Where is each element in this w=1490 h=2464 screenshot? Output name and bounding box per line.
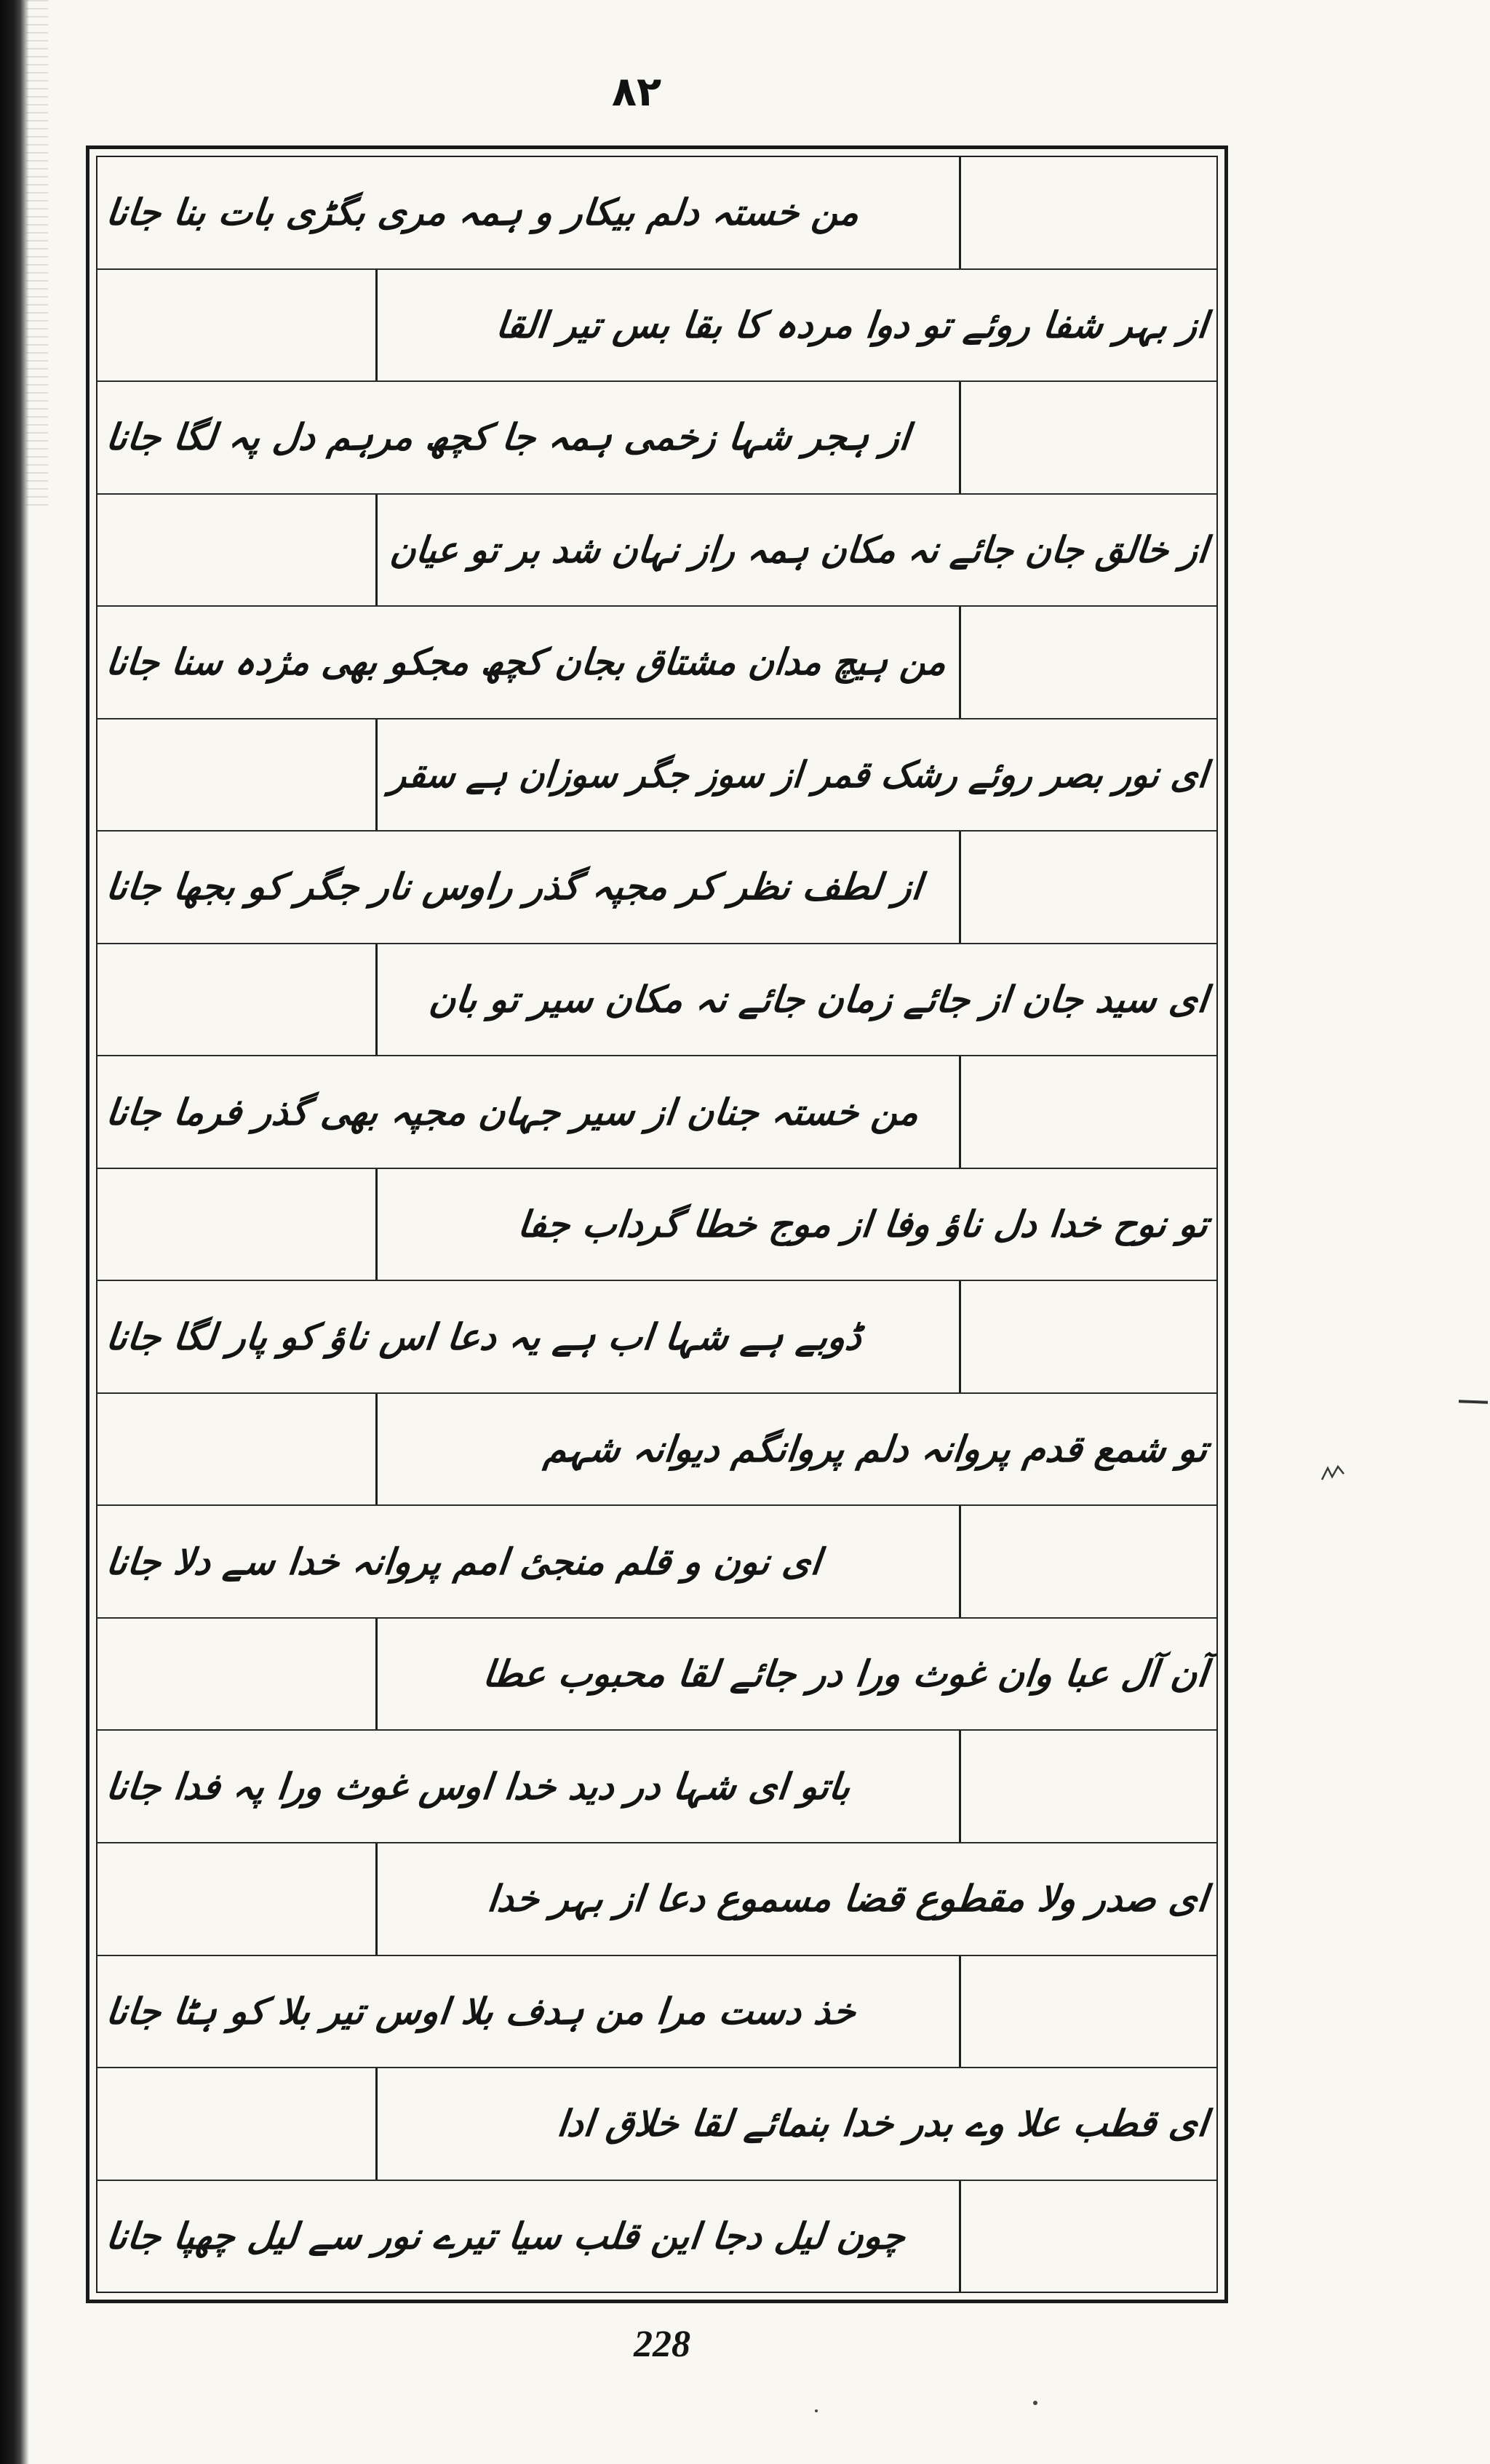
verse-cell	[378, 1169, 1217, 1280]
binding-shadow-texture	[26, 0, 48, 509]
blank-cell	[97, 1843, 378, 1955]
verse-cell	[378, 1619, 1217, 1730]
blank-cell	[97, 1394, 378, 1505]
verse-row	[97, 1506, 1216, 1619]
verse-text: از بہر شفا روئے تو دوا مردہ کا بقا بس تیر القا	[494, 303, 1211, 346]
verse-cell	[378, 719, 1217, 831]
blank-cell	[97, 1619, 378, 1730]
verse-cell	[97, 1506, 959, 1617]
verse-text: ای سید جان از جائے زمان جائے نہ مکان سیر تو بان	[426, 978, 1211, 1021]
verse-row	[97, 1394, 1216, 1507]
verse-row	[97, 607, 1216, 719]
ink-speck	[1033, 2401, 1037, 2405]
verse-cell	[97, 1956, 959, 2068]
verse-cell	[97, 1281, 959, 1392]
verse-row	[97, 1169, 1216, 1282]
verse-text: باتو ای شہا در دید خدا اوس غوث ورا پہ فدا جانا	[103, 1765, 853, 1808]
verse-cell	[97, 2181, 959, 2292]
blank-cell	[959, 1731, 1216, 1842]
verse-cell	[378, 1394, 1217, 1505]
verse-cell	[97, 832, 959, 943]
verse-cell	[97, 1731, 959, 1842]
blank-cell	[959, 1281, 1216, 1392]
verse-cell	[97, 1056, 959, 1168]
verse-text: من خستہ جنان از سیر جہان مجپہ بھی گذر فرما جانا	[103, 1091, 921, 1133]
verse-row	[97, 270, 1216, 383]
verse-text: تو نوح خدا دل ناؤ وفا از موج خطا گرداب جفا	[515, 1203, 1211, 1246]
verse-text: از لطف نظر کر مجپہ گذر راوس نار جگر کو بجھا جانا	[103, 866, 925, 909]
verse-row	[97, 1956, 1216, 2069]
verse-text: ڈوبے ہے شہا اب ہے یہ دعا اس ناؤ کو پار لگا جانا	[103, 1315, 864, 1358]
margin-ink-mark	[1459, 1400, 1488, 1403]
verse-row	[97, 719, 1216, 832]
blank-cell	[97, 2068, 378, 2180]
verse-table	[97, 157, 1216, 2292]
page-number-urdu: ۸۲	[611, 68, 662, 116]
verse-row	[97, 1619, 1216, 1731]
verse-text: من خستہ دلم بیکار و ہمہ مری بگڑی بات بنا جانا	[103, 191, 861, 234]
blank-cell	[959, 1506, 1216, 1617]
verse-cell	[97, 382, 959, 493]
verse-row	[97, 1281, 1216, 1394]
blank-cell	[959, 2181, 1216, 2292]
verse-cell	[378, 495, 1217, 606]
verse-row	[97, 1731, 1216, 1843]
margin-ink-scribble	[1320, 1464, 1345, 1483]
verse-text: ای صدر ولا مقطوع قضا مسموع دعا از بہر خدا	[485, 1878, 1211, 1921]
verse-cell	[97, 157, 959, 268]
verse-row	[97, 944, 1216, 1057]
verse-text: ای قطب علا وے بدر خدا بنمائے لقا خلاق ادا	[555, 2102, 1211, 2145]
blank-cell	[959, 1056, 1216, 1168]
verse-text: ای نور بصر روئے رشک قمر از سوز جگر سوزان ہے سقر	[388, 753, 1211, 796]
verse-row	[97, 1056, 1216, 1169]
verse-row	[97, 832, 1216, 944]
blank-cell	[959, 1956, 1216, 2068]
verse-cell	[378, 944, 1217, 1056]
ink-speck	[815, 2409, 818, 2412]
blank-cell	[959, 832, 1216, 943]
verse-text: آن آل عبا وان غوث ورا در جائے لقا محبوب عطا	[481, 1653, 1211, 1696]
verse-text: از ہجر شہا زخمی ہمہ جا کچھ مرہم دل پہ لگا جانا	[103, 416, 912, 459]
verse-cell	[378, 270, 1217, 381]
blank-cell	[97, 495, 378, 606]
verse-text: ای نون و قلم منجیٔ امم پروانہ خدا سے دلا جانا	[103, 1540, 824, 1583]
verse-cell	[378, 2068, 1217, 2180]
blank-cell	[97, 1169, 378, 1280]
blank-cell	[97, 270, 378, 381]
verse-cell	[97, 607, 959, 718]
verse-text: تو شمع قدم پروانہ دلم پروانگم دیوانہ شہم	[542, 1428, 1211, 1471]
verse-row	[97, 495, 1216, 607]
verse-row	[97, 2181, 1216, 2292]
verse-row	[97, 1843, 1216, 1956]
verse-text: خذ دست مرا من ہدف بلا اوس تیر بلا کو ہٹا جانا	[103, 1990, 858, 2033]
verse-text: من ہیچ مدان مشتاق بجان کچھ مجکو بھی مژدہ سنا جانا	[103, 641, 949, 684]
verse-row	[97, 2068, 1216, 2181]
verse-row	[97, 382, 1216, 495]
book-binding-edge	[0, 0, 29, 2464]
verse-row	[97, 157, 1216, 270]
verse-text: از خالق جان جائے نہ مکان ہمہ راز نہان شد بر تو عیان	[388, 528, 1211, 571]
blank-cell	[959, 607, 1216, 718]
verse-text: چون لیل دجا این قلب سیا تیرے نور سے لیل چھپا جانا	[103, 2214, 907, 2257]
blank-cell	[97, 719, 378, 831]
page-number-latin: 228	[634, 2324, 690, 2365]
blank-cell	[97, 944, 378, 1056]
blank-cell	[959, 382, 1216, 493]
verse-cell	[378, 1843, 1217, 1955]
blank-cell	[959, 157, 1216, 268]
